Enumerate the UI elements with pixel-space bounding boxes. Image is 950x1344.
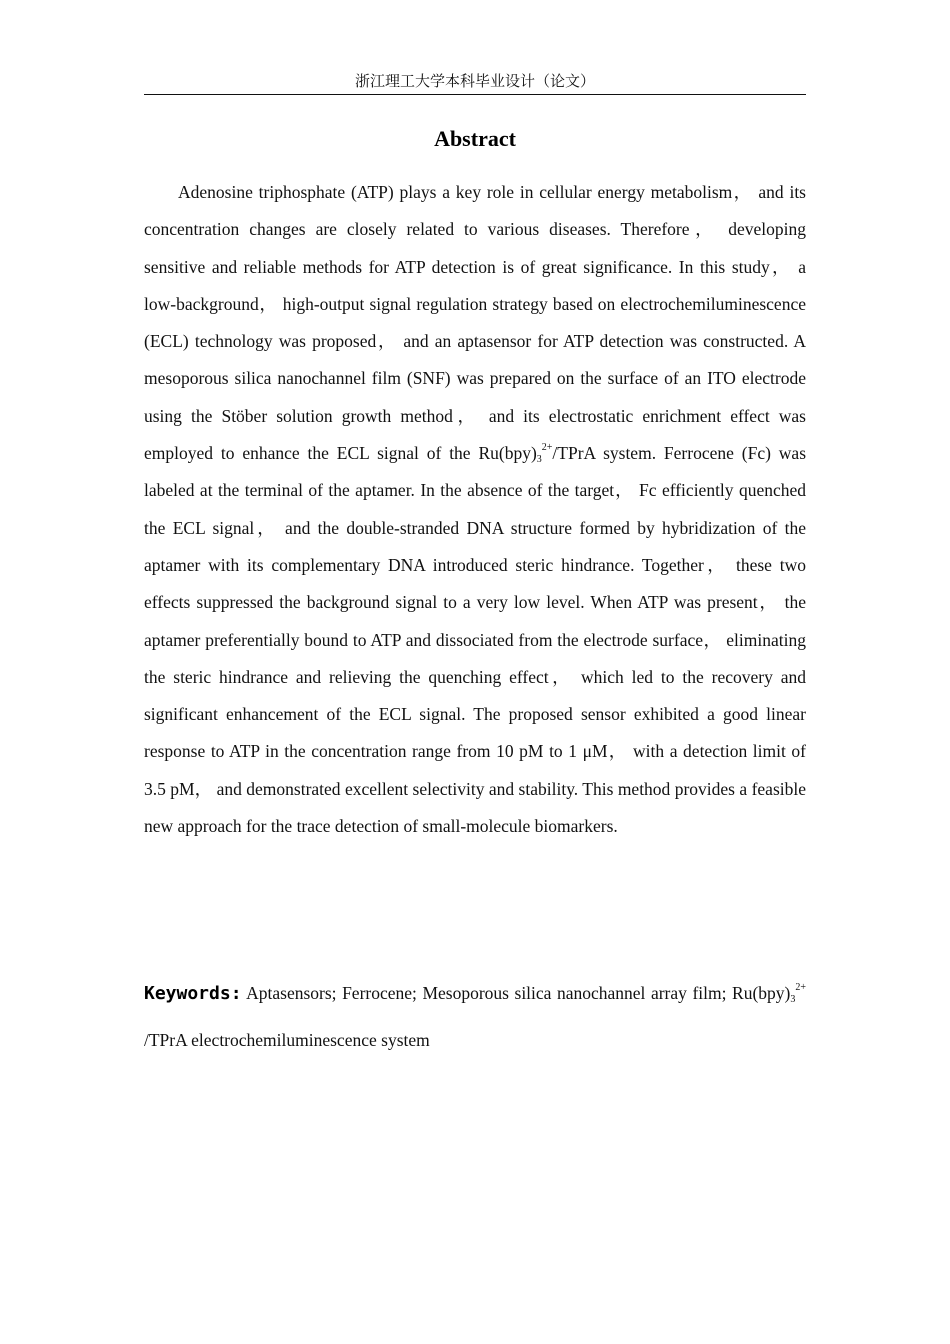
keywords-text-part1: Aptasensors; Ferrocene; Mesoporous silica nanochannel array film; [241,983,733,1003]
header-rule [144,94,806,95]
chemical-formula [478,442,553,466]
kw-chem-subscript: 3 [790,994,796,1005]
abstract-body [144,174,806,845]
chem-base: Ru(bpy) [478,443,537,464]
keywords-label: Keywords: [144,983,242,1004]
running-header: 浙江理工大学本科毕业设计（论文） [354,72,595,90]
keywords-text-part2: /TPrA electrochemiluminescence system [144,1030,430,1050]
chem-subscript: 3 [536,454,542,466]
kw-chem-base: Ru(bpy) [732,983,791,1003]
keywords-section [144,970,806,1064]
kw-chem-superscript: 2+ [795,982,806,993]
abstract-text-part2: /TPrA system. Ferrocene (Fc) was labeled at the terminal of the aptamer. In the absence of the target， Fc efficiently quenched the ECL signal， and the double-stranded DNA structure formed by hybridization of the aptamer with its complementary DNA introduced steric hindrance. Together， these two effects suppressed the background signal to a very low level. When ATP was present， the aptamer preferentially bound to ATP and dissociated from the electrode surface， eliminating the steric hindrance and relieving the quenching effect， which led to the recovery and significant enhancement of the ECL signal. The proposed sensor exhibited a good linear response to ATP in the concentration range from 10 pM to 1 μM， with a detection limit of 3.5 pM， and demonstrated excellent selectivity and stability. This method provides a feasible new approach for the trace detection of small-molecule biomarkers. [144,443,807,837]
keywords-chemical-formula [732,983,806,1003]
abstract-title: Abstract [434,126,516,151]
chem-superscript: 2+ [541,442,553,454]
abstract-text-part1: Adenosine triphosphate (ATP) plays a key role in cellular energy metabolism， and its concentration changes are closely related to various diseases. Therefore， developing sensitive and reliable methods for ATP detection is of great significance. In this study， a low-background， high-output signal regulation strategy based on electrochemiluminescence (ECL) technology was proposed， and an aptasensor for ATP detection was constructed. A mesoporous silica nanochannel film (SNF) was prepared on the surface of an ITO electrode using the Stöber solution growth method， and its electrostatic enrichment effect was employed to enhance the ECL signal of the [144,182,806,464]
